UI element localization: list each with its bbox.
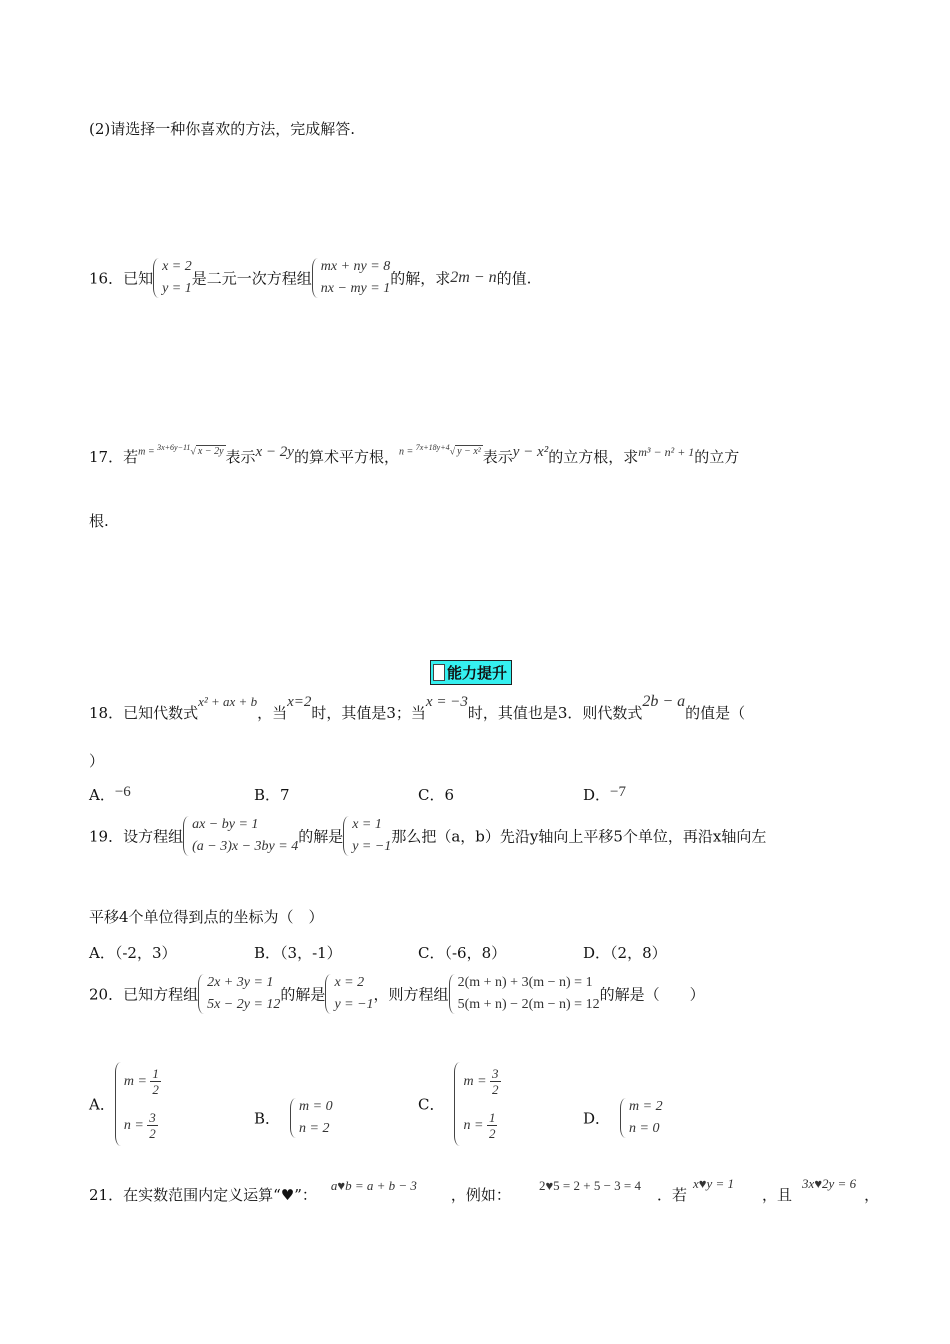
q20-option-c-system (454, 1060, 500, 1148)
q20-option-d-line1: m = 2 (629, 1099, 663, 1114)
q18-option-a[interactable] (89, 784, 131, 805)
q15-part2: (2)请选择一种你喜欢的方法，完成解答. (89, 120, 356, 138)
q20-sys2-line1: x = 2 (334, 975, 365, 990)
q20-number: 20．已知方程组 (89, 985, 199, 1004)
q21-text2: ．若 (656, 1186, 687, 1204)
q20-option-a-line2 (124, 1104, 161, 1148)
q20-option-b-line2: n = 2 (299, 1121, 330, 1136)
q21-condition1: x♥y = 1 (693, 1176, 735, 1191)
q20-option-a-system (115, 1060, 161, 1148)
q20-option-c-line2 (463, 1104, 500, 1148)
q19-option-b-value: （3，-1） (280, 944, 342, 962)
q18-option-a-label: A． (89, 786, 115, 804)
q19-option-b-label: B． (254, 944, 281, 962)
q16-text3: 的值. (496, 269, 532, 288)
q20-text1: 的解是 (280, 985, 326, 1004)
q18-text4: 的值是（ (685, 704, 746, 722)
q18-option-c[interactable] (418, 784, 454, 805)
q20-option-c-n-num: 1 (488, 1110, 496, 1126)
q18-expression: 2b − a (642, 693, 686, 710)
question-20 (89, 972, 705, 1016)
q20-option-b-system (290, 1096, 333, 1140)
q18-condition2: x = −3 (425, 694, 468, 710)
q17-text4: 的立方根，求 (548, 448, 639, 466)
q21-text1: ，例如： (450, 1186, 511, 1204)
q20-option-c-m-num: 3 (492, 1066, 499, 1082)
q20-sys2-line2: y = −1 (334, 997, 374, 1012)
question-21 (89, 1176, 880, 1205)
q20-option-d-label: D． (583, 1109, 611, 1128)
q17-expr1: x − 2y (255, 444, 294, 460)
q20-option-c-n-den: 2 (488, 1126, 496, 1142)
q20-sys3-line2: 5(m + n) − 2(m − n) = 12 (457, 997, 600, 1012)
question-19 (89, 814, 766, 858)
q20-option-a[interactable] (89, 1060, 161, 1148)
q20-option-c-label: C． (418, 1095, 445, 1114)
q18-text3: 时，其值也是3．则代数式 (467, 704, 643, 722)
q17-number: 17．若 (89, 448, 139, 466)
q20-option-a-line1 (124, 1060, 161, 1104)
q16-sys2-line2: nx − my = 1 (320, 281, 391, 296)
q16-text1: 是二元一次方程组 (191, 269, 312, 288)
q21-text4: ， (864, 1186, 880, 1204)
q18-number: 18．已知代数式 (89, 704, 199, 722)
q19-sys2-line2: y = −1 (352, 839, 392, 854)
q19-system-solution (343, 814, 391, 858)
q17-m-index: 3x+6y−11 (157, 442, 191, 452)
q18-option-b-value: 7 (280, 786, 290, 804)
q20-text3: 的解是（ ） (599, 985, 705, 1004)
q19-option-d-label: D． (583, 944, 611, 962)
q19-option-a[interactable] (89, 942, 177, 963)
q20-option-c[interactable] (418, 1060, 501, 1148)
q20-option-d-system (620, 1096, 663, 1140)
q19-option-a-label: A． (89, 944, 115, 962)
question-17 (89, 442, 740, 467)
q20-option-a-m-den: 2 (152, 1082, 159, 1098)
q19-sys1-line2: (a − 3)x − 3by = 4 (192, 839, 299, 854)
q20-option-c-m-den: 2 (492, 1082, 499, 1098)
q21-definition: a♥b = a + b − 3 (330, 1178, 417, 1193)
q16-system-equations (312, 256, 390, 300)
q18-option-c-value: 6 (444, 786, 455, 804)
q16-sys2-line1: mx + ny = 8 (320, 259, 391, 274)
q17-n-label: n = (398, 446, 414, 457)
q20-option-b-label: B． (254, 1109, 281, 1128)
q17-text1: 表示 (225, 448, 256, 466)
q17-expr3: m³ − n² + 1 (638, 445, 695, 459)
q20-text2: ，则方程组 (373, 985, 449, 1004)
q17-continuation: 根. (89, 512, 109, 530)
q17-text5: 的立方 (694, 448, 740, 466)
q19-option-d[interactable] (583, 942, 667, 963)
q18-option-d-value: −7 (610, 784, 626, 800)
q21-example: 2♥5 = 2 + 5 − 3 = 4 (538, 1178, 641, 1193)
q19-option-c-label: C． (418, 944, 445, 962)
q20-option-a-n: n = (123, 1118, 144, 1133)
q20-option-a-n-den: 2 (149, 1126, 156, 1142)
q18-option-d-label: D． (583, 786, 611, 804)
q19-number: 19．设方程组 (89, 827, 184, 846)
q20-option-a-m-num: 1 (152, 1066, 159, 1082)
q21-number: 21．在实数范围内定义运算“♥”： (89, 1186, 317, 1204)
q20-option-d[interactable] (583, 1096, 663, 1140)
q20-sys1-line2: 5x − 2y = 12 (207, 997, 281, 1012)
q17-n-index: 7x+18y+4 (415, 442, 450, 452)
q19-option-a-value: （-2，3） (114, 944, 177, 962)
section-title: 能力提升 (430, 660, 512, 685)
q19-option-c-value: （-6，8） (444, 944, 507, 962)
q17-m-definition: m = $^{3x+6y-11}$√ x − 2y (138, 442, 224, 457)
q16-system-solution (153, 256, 192, 300)
q20-system1 (198, 972, 280, 1016)
section-title-badge (430, 660, 512, 685)
q17-n-definition: n = $^{7x+18y+4}$√ y − x² (398, 442, 481, 457)
q19-sys1-line1: ax − by = 1 (192, 817, 259, 832)
q21-condition2: 3x♥2y = 6 (802, 1176, 857, 1191)
q18-option-b-label: B． (254, 786, 281, 804)
q17-text3: 表示 (482, 448, 513, 466)
q18-polynomial: x² + ax + b (198, 694, 258, 709)
q16-number: 16．已知 (89, 269, 154, 288)
q20-option-b[interactable] (254, 1096, 333, 1140)
q18-option-b[interactable] (254, 784, 290, 805)
q16-sys1-line1: x = 2 (162, 259, 192, 274)
q19-option-c[interactable] (418, 942, 506, 963)
q18-option-d[interactable] (583, 784, 626, 805)
q17-n-radicand: y − x² (457, 446, 481, 457)
q20-system3 (449, 972, 600, 1016)
q17-m-radicand: x − 2y (197, 446, 224, 457)
q16-expression: 2m − n (450, 269, 497, 286)
q20-option-c-line1 (463, 1060, 500, 1104)
q18-option-a-value: −6 (114, 784, 131, 800)
q19-sys2-line1: x = 1 (352, 817, 382, 832)
q18-close-paren: ） (89, 752, 105, 770)
q16-text2: 的解，求 (390, 269, 451, 288)
q20-option-b-line1: m = 0 (299, 1099, 333, 1114)
q20-option-c-n: n = (463, 1118, 484, 1133)
q19-text2: 那么把（a，b）先沿y轴向上平移5个单位，再沿x轴向左 (391, 827, 767, 846)
q17-m-label: m = (138, 446, 155, 457)
q20-option-c-m: m = (463, 1074, 487, 1089)
q18-condition1: x=2 (287, 694, 312, 710)
question-16 (89, 256, 531, 300)
q19-continuation: 平移4个单位得到点的坐标为（ ） (89, 908, 324, 926)
q20-option-a-n-num: 3 (149, 1110, 156, 1126)
q21-text3: ，且 (762, 1186, 793, 1204)
q20-sys1-line1: 2x + 3y = 1 (207, 975, 274, 990)
q20-system2 (325, 972, 373, 1016)
q17-expr2: y − x² (512, 444, 549, 460)
q17-text2: 的算术平方根， (293, 448, 399, 466)
q18-option-c-label: C． (418, 786, 445, 804)
q20-option-a-m: m = (123, 1074, 147, 1089)
q19-text1: 的解是 (298, 827, 344, 846)
q18-text1: ，当 (257, 704, 288, 722)
q16-sys1-line2: y = 1 (162, 281, 192, 296)
q20-option-a-label: A． (89, 1095, 115, 1114)
q19-option-d-value: （2，8） (610, 944, 667, 962)
question-18 (89, 693, 746, 723)
q20-option-d-line2: n = 0 (629, 1121, 660, 1136)
q19-system-equations (183, 814, 298, 858)
q20-sys3-line1: 2(m + n) + 3(m − n) = 1 (457, 975, 593, 990)
q18-text2: 时，其值是3；当 (311, 704, 426, 722)
q19-option-b[interactable] (254, 942, 342, 963)
